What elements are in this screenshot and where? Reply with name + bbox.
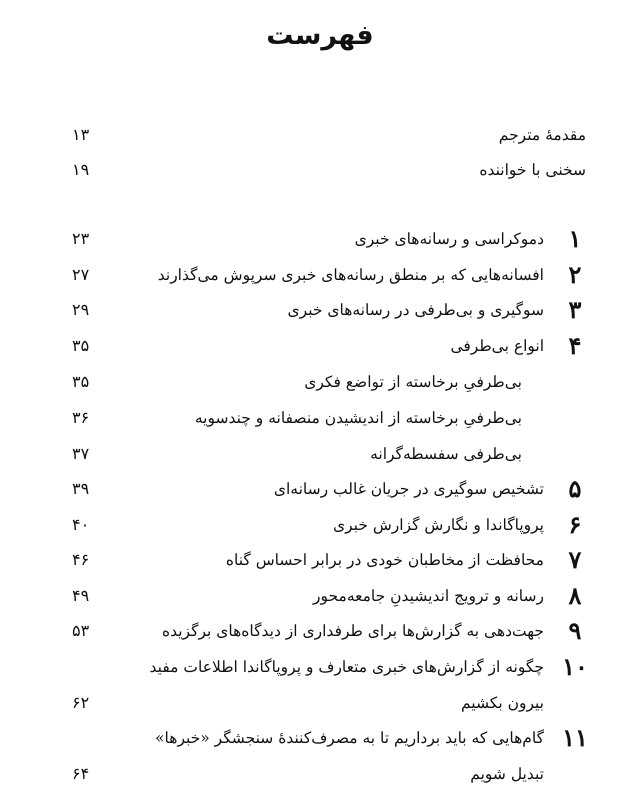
chapter-number: ۷ — [568, 545, 582, 574]
entry-page-number: ۲۹ — [72, 300, 90, 319]
toc-entry-section[interactable] — [0, 437, 640, 471]
chapter-number: ۱۱ — [562, 723, 588, 752]
toc-entry-chapter-1[interactable] — [0, 222, 640, 256]
entry-title: سوگیری و بی‌طرفی در رسانه‌های خبری — [287, 301, 544, 319]
entry-page-number: ۳۷ — [72, 444, 90, 463]
toc-entry-front[interactable] — [0, 153, 640, 187]
entry-title-continuation: بیرون بکشیم — [460, 694, 544, 712]
toc-entry-chapter-2[interactable] — [0, 258, 640, 292]
entry-page-number: ۶۲ — [72, 693, 90, 712]
chapter-number: ۲ — [568, 260, 582, 289]
entry-title: جهت‌دهی به گزارش‌ها برای طرفداری از دیدگاه‌های برگزیده — [161, 622, 544, 640]
entry-title: بی‌طرفیِ برخاسته از تواضع فکری — [304, 373, 522, 391]
entry-page-number: ۳۹ — [72, 479, 90, 498]
toc-entry-chapter-7[interactable] — [0, 543, 640, 577]
entry-title: مقدمهٔ مترجم — [498, 126, 586, 144]
page-title: فهرست — [266, 20, 374, 51]
entry-title: انواع بی‌طرفی — [450, 337, 544, 355]
chapter-number: ۳ — [568, 295, 582, 324]
entry-title: بی‌طرفیِ برخاسته از اندیشیدن منصفانه و چندسویه — [194, 409, 522, 427]
toc-entry-chapter-11[interactable] — [0, 721, 640, 755]
entry-title: چگونه از گزارش‌های خبری متعارف و پروپاگاندا اطلاعات مفید — [149, 658, 544, 676]
entry-page-number: ۲۳ — [72, 229, 90, 248]
entry-title: گام‌هایی که باید برداریم تا به مصرف‌کنندهٔ سنجشگر «خبرها» — [155, 729, 544, 747]
entry-page-number: ۱۹ — [72, 160, 90, 179]
chapter-number: ۹ — [568, 616, 582, 645]
entry-title: افسانه‌هایی که بر منطق رسانه‌های خبری سرپوش می‌گذارند — [157, 266, 544, 284]
toc-entry-section[interactable] — [0, 401, 640, 435]
entry-title-continuation: تبدیل شویم — [470, 765, 544, 783]
entry-page-number: ۵۳ — [72, 621, 90, 640]
toc-entry-chapter-6[interactable] — [0, 508, 640, 542]
toc-entry-chapter-4[interactable] — [0, 329, 640, 363]
entry-title: بی‌طرفی سفسطه‌گرانه — [370, 445, 522, 463]
entry-title: تشخیص سوگیری در جریان غالب رسانه‌ای — [273, 480, 544, 498]
chapter-number: ۱۰ — [562, 652, 588, 681]
entry-page-number: ۳۵ — [72, 372, 90, 391]
toc-entry-chapter-9[interactable] — [0, 614, 640, 648]
entry-title: پروپاگاندا و نگارش گزارش خبری — [332, 516, 544, 534]
entry-page-number: ۱۳ — [72, 125, 90, 144]
toc-entry-chapter-5[interactable] — [0, 472, 640, 506]
chapter-number: ۶ — [568, 510, 582, 539]
chapter-number: ۸ — [568, 581, 582, 610]
entry-page-number: ۴۰ — [72, 515, 90, 534]
toc-entry-section[interactable] — [0, 365, 640, 399]
entry-title: سخنی با خواننده — [479, 161, 586, 179]
toc-entry-chapter-8[interactable] — [0, 579, 640, 613]
entry-title: رسانه و ترویج اندیشیدنِ جامعه‌محور — [313, 587, 544, 605]
toc-entry-continuation[interactable] — [0, 686, 640, 720]
toc-entry-continuation[interactable] — [0, 757, 640, 791]
entry-title: دموکراسی و رسانه‌های خبری — [354, 230, 544, 248]
entry-page-number: ۲۷ — [72, 265, 90, 284]
toc-entry-front[interactable] — [0, 118, 640, 152]
toc-entry-chapter-10[interactable] — [0, 650, 640, 684]
entry-page-number: ۳۶ — [72, 408, 90, 427]
entry-title: محافظت از مخاطبان خودی در برابر احساس گناه — [225, 551, 544, 569]
chapter-number: ۱ — [568, 224, 582, 253]
entry-page-number: ۶۴ — [72, 764, 90, 783]
toc-entry-chapter-3[interactable] — [0, 293, 640, 327]
chapter-number: ۵ — [568, 474, 582, 503]
entry-page-number: ۳۵ — [72, 336, 90, 355]
entry-page-number: ۴۹ — [72, 586, 90, 605]
chapter-number: ۴ — [568, 331, 582, 360]
entry-page-number: ۴۶ — [72, 550, 90, 569]
